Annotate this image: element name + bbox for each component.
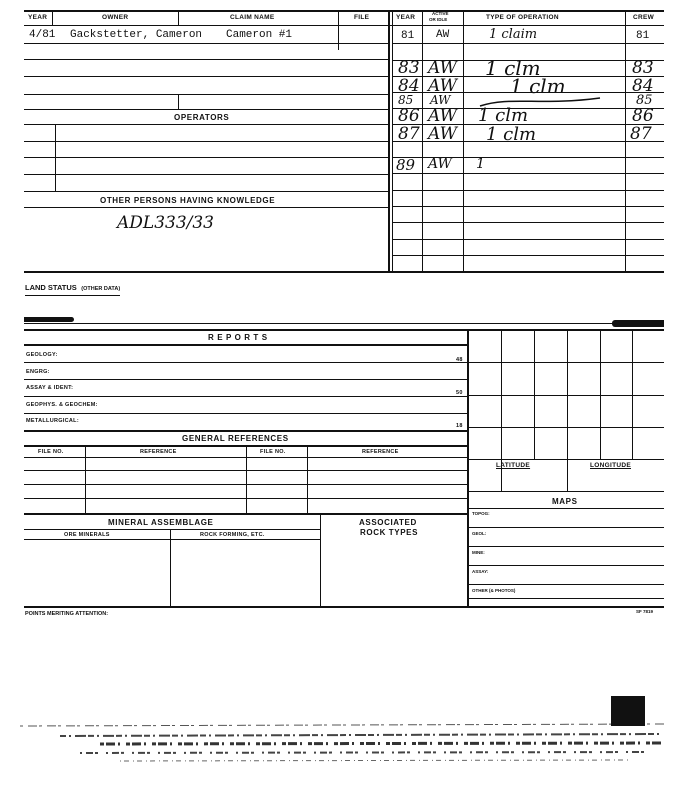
ref-col-reference-2: REFERENCE [362, 449, 399, 455]
activity-crew-87: 87 [630, 124, 652, 144]
activity-op-87: 1 clm [486, 124, 537, 145]
report-metallurgical: METALLURGICAL: [26, 418, 79, 424]
knowledge-value: ADL333/33 [117, 213, 215, 233]
report-geophys: GEOPHYS. & GEOCHEM: [26, 402, 98, 408]
rock-types-label: ROCK TYPES [360, 528, 419, 537]
map-other: OTHER (& PHOTOS) [472, 588, 516, 593]
knowledge-heading: OTHER PERSONS HAVING KNOWLEDGE [100, 196, 276, 205]
header-year: YEAR [28, 14, 48, 21]
divider-bar-left [24, 317, 74, 322]
report-geology: GEOLOGY: [26, 352, 58, 358]
scan-black-square [611, 696, 645, 726]
header-claim-name: CLAIM NAME [230, 14, 275, 21]
activity-status-86: AW [428, 106, 458, 126]
land-status-sub: (OTHER DATA) [81, 286, 121, 292]
header-year-2: YEAR [396, 14, 416, 21]
activity-status-84: AW [428, 76, 458, 96]
map-geol: GEOL: [472, 531, 487, 536]
activity-op-81: 1 claim [489, 27, 538, 42]
ore-minerals-label: ORE MINERALS [64, 532, 110, 538]
latitude-label: LATITUDE [496, 462, 531, 469]
form-number: SF 7819 [636, 609, 654, 614]
activity-op-86: 1 clm [478, 105, 529, 126]
report-assay: ASSAY & IDENT: [26, 385, 74, 391]
activity-crew-81: 81 [636, 30, 650, 42]
header-active: ACTIVE [432, 11, 449, 16]
scan-noise-band [20, 722, 664, 770]
activity-crew-84: 84 [632, 76, 654, 96]
activity-year-89: 89 [396, 156, 416, 174]
land-status-label: LAND STATUS [25, 283, 77, 292]
points-meriting-attention: POINTS MERITING ATTENTION: [25, 611, 109, 617]
report-metallurgical-num: 18 [456, 423, 463, 429]
activity-status-83: AW [428, 58, 458, 78]
general-references-heading: GENERAL REFERENCES [182, 434, 289, 443]
header-type-of-operation: TYPE OF OPERATION [486, 14, 559, 21]
map-topog: TOPOG: [472, 511, 490, 516]
activity-status-87: AW [428, 124, 458, 144]
owner-row-owner: Gackstetter, Cameron [70, 29, 203, 41]
reports-heading: R E P O R T S [208, 333, 268, 342]
activity-op-84: 1 clm [510, 74, 566, 98]
map-assay: ASSAY: [472, 569, 489, 574]
activity-year-86: 86 [398, 106, 420, 126]
activity-year-84: 84 [398, 76, 420, 96]
activity-year-85: 85 [398, 93, 414, 107]
owner-row-year: 4/81 [29, 29, 56, 41]
activity-status-81: AW [436, 29, 450, 41]
header-file: FILE [354, 14, 370, 21]
report-geology-num: 48 [456, 357, 463, 363]
ref-col-file-1: FILE NO. [38, 449, 64, 455]
header-crew: CREW [633, 14, 655, 21]
operators-heading: OPERATORS [174, 113, 230, 122]
longitude-label: LONGITUDE [590, 462, 631, 469]
activity-op-83: 1 clm [485, 56, 541, 80]
activity-crew-83: 83 [632, 58, 654, 78]
ref-col-file-2: FILE NO. [260, 449, 286, 455]
activity-status-89: AW [428, 156, 452, 172]
report-engrg: ENGRG: [26, 369, 50, 375]
owner-row-claim: Cameron #1 [226, 29, 293, 41]
mineral-assemblage-heading: MINERAL ASSEMBLAGE [108, 518, 214, 527]
activity-status-85: AW [430, 93, 451, 107]
maps-heading: MAPS [552, 497, 578, 506]
activity-year-87: 87 [398, 124, 420, 144]
header-or-idle: OR IDLE [429, 17, 448, 22]
activity-crew-86: 86 [632, 106, 654, 126]
land-status-heading [25, 277, 120, 296]
ref-col-reference-1: REFERENCE [140, 449, 177, 455]
report-assay-num: 50 [456, 390, 463, 396]
map-mine: MINE: [472, 550, 485, 555]
rock-forming-label: ROCK FORMING, ETC. [200, 532, 265, 538]
activity-crew-85: 85 [636, 93, 653, 108]
activity-year-81: 81 [401, 30, 415, 42]
header-owner: OWNER [102, 14, 129, 21]
activity-year-83: 83 [398, 58, 420, 78]
associated-label: ASSOCIATED [359, 518, 417, 527]
activity-op-89: 1 [476, 156, 485, 172]
